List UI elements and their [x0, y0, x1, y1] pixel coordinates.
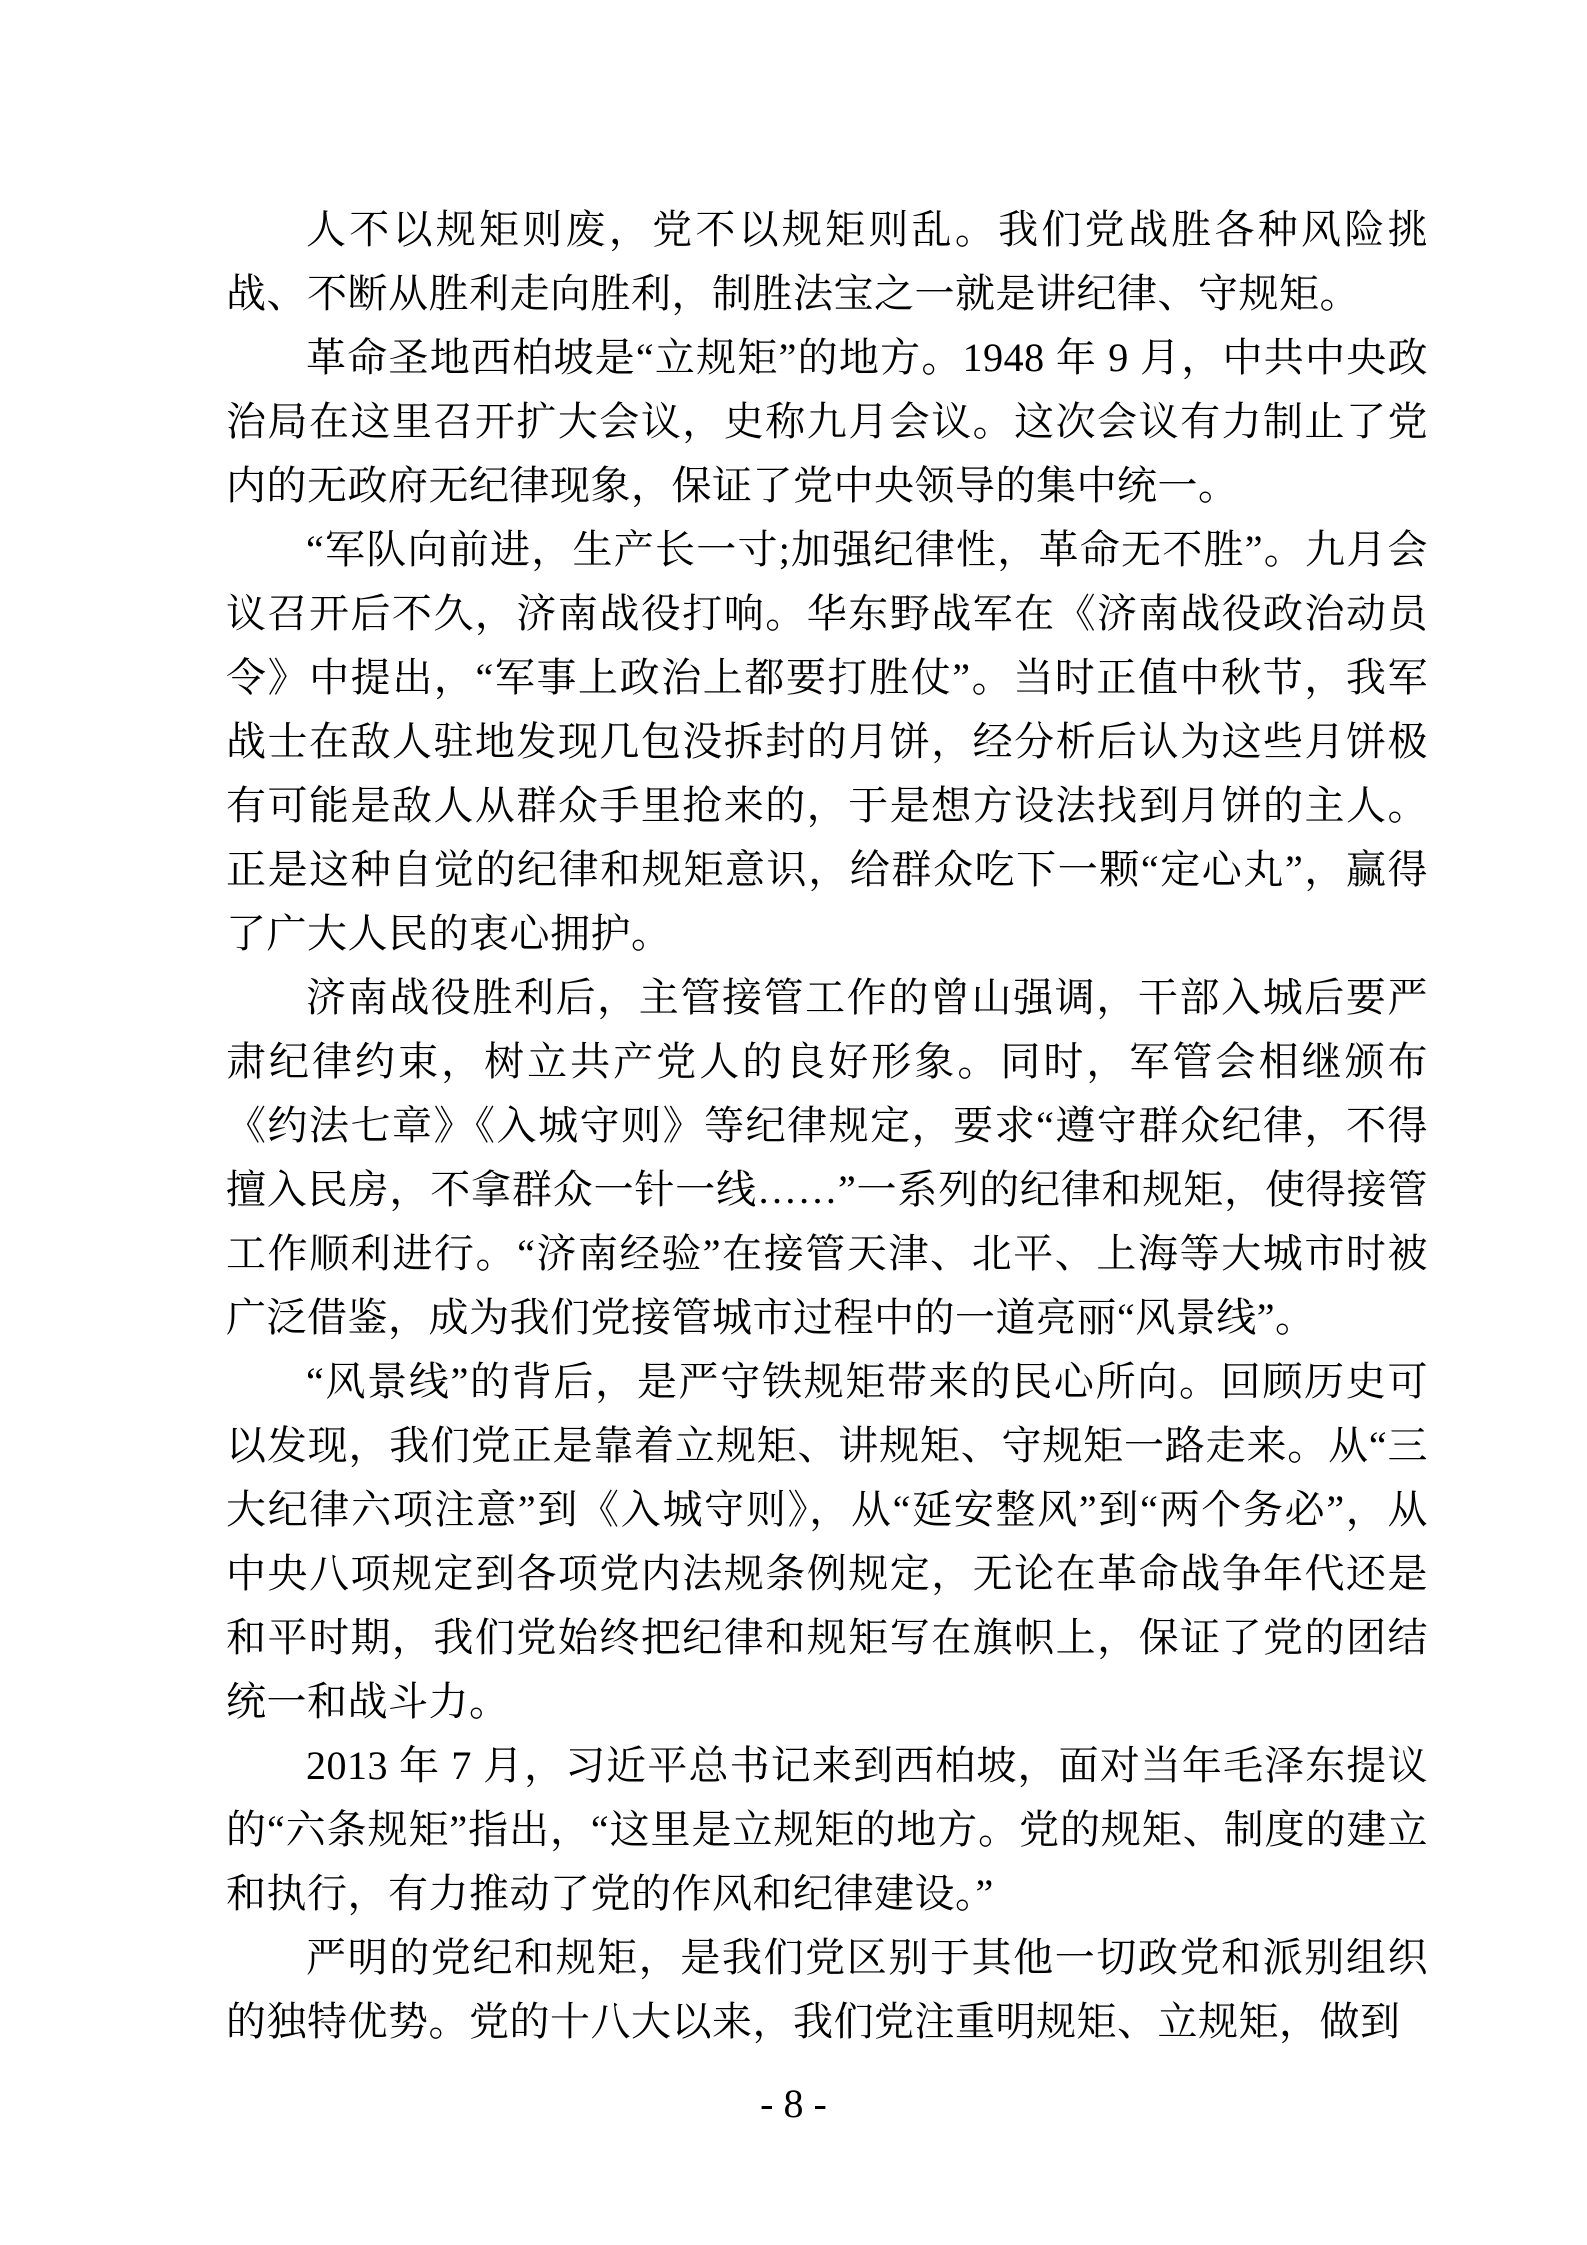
paragraph: 人不以规矩则废，党不以规矩则乱。我们党战胜各种风险挑战、不断从胜利走向胜利，制胜法宝之一就是讲纪律、守规矩。	[226, 207, 1428, 316]
paragraph: 严明的党纪和规矩，是我们党区别于其他一切政党和派别组织的独特优势。党的十八大以来，我们党注重明规矩、立规矩，做到	[226, 1935, 1428, 2044]
paragraph: 革命圣地西柏坡是“立规矩”的地方。1948 年 9 月，中共中央政治局在这里召开扩大会议，史称九月会议。这次会议有力制止了党内的无政府无纪律现象，保证了党中央领导的集中统一。	[226, 335, 1428, 508]
paragraph: “风景线”的背后，是严守铁规矩带来的民心所向。回顾历史可以发现，我们党正是靠着立规矩、讲规矩、守规矩一路走来。从“三大纪律六项注意”到《入城守则》，从“延安整风”到“两个务必”，从中央八项规定到各项党内法规条例规定，无论在革命战争年代还是和平时期，我们党始终把纪律和规矩写在旗帜上，保证了党的团结统一和战斗力。	[226, 1359, 1428, 1724]
paragraph: 2013 年 7 月，习近平总书记来到西柏坡，面对当年毛泽东提议的“六条规矩”指出，“这里是立规矩的地方。党的规矩、制度的建立和执行，有力推动了党的作风和纪律建设。”	[226, 1743, 1428, 1916]
paragraph: “军队向前进，生产长一寸;加强纪律性，革命无不胜”。九月会议召开后不久，济南战役打响。华东野战军在《济南战役政治动员令》中提出，“军事上政治上都要打胜仗”。当时正值中秋节，我军战士在敌人驻地发现几包没拆封的月饼，经分析后认为这些月饼极有可能是敌人从群众手里抢来的，于是想方设法找到月饼的主人。正是这种自觉的纪律和规矩意识，给群众吃下一颗“定心丸”，赢得了广大人民的衷心拥护。	[226, 527, 1428, 956]
paragraph: 济南战役胜利后，主管接管工作的曾山强调，干部入城后要严肃纪律约束，树立共产党人的良好形象。同时，军管会相继颁布《约法七章》《入城守则》等纪律规定，要求“遵守群众纪律，不得擅入民房，不拿群众一针一线……”一系列的纪律和规矩，使得接管工作顺利进行。“济南经验”在接管天津、北平、上海等大城市时被广泛借鉴，成为我们党接管城市过程中的一道亮丽“风景线”。	[226, 975, 1428, 1340]
page-number: - 8 -	[760, 2081, 827, 2126]
document-body	[226, 198, 1428, 2054]
